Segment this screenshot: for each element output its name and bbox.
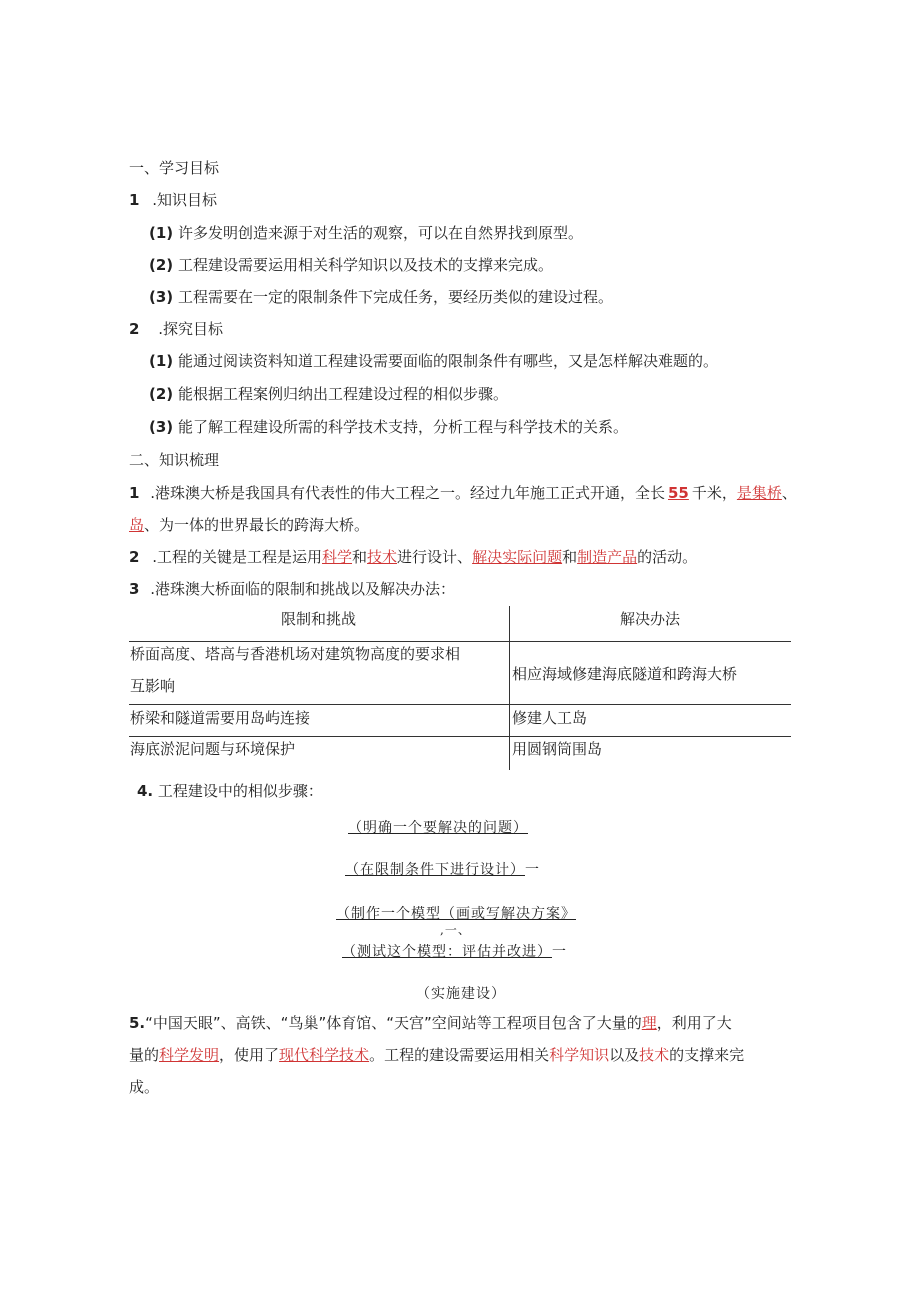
table-header-solution: 解决办法 (620, 610, 681, 628)
table-cell-challenge: 海底淤泥问题与环境保护 (130, 740, 296, 758)
paragraph-5-line-1 (129, 1013, 732, 1033)
flow-step-text: （测试这个模型：评估并改进） (342, 944, 552, 960)
paragraph-2 (129, 547, 697, 567)
answer-fill: 理 (641, 1014, 657, 1032)
paragraph-4 (137, 781, 323, 801)
paragraph-text: 以及 (609, 1046, 640, 1064)
item-number: (2) (149, 385, 174, 403)
table-divider (509, 606, 510, 770)
answer-fill: 岛 (129, 516, 145, 534)
answer-fill: 现代科学技术 (279, 1046, 370, 1064)
flow-arrow-mark: ,一、 (440, 923, 471, 937)
paragraph-1-line-1 (129, 483, 797, 503)
paragraph-text: “中国天眼”、高铁、“鸟巢”体育馆、“天宫”空间站等工程项目包含了大量的 (145, 1014, 642, 1032)
table-cell-challenge: 桥面高度、塔高与香港机场对建筑物高度的要求相 (130, 645, 461, 663)
heading-text: .探究目标 (158, 320, 223, 338)
answer-fill: 科学发明 (159, 1046, 220, 1064)
answer-fill: 科学 (322, 548, 353, 566)
flow-step-5: （实施建设） (416, 986, 506, 1002)
item-number: (3) (149, 418, 174, 436)
paragraph-number: 2 (129, 548, 140, 566)
section2-title: 二、知识梳理 (129, 451, 220, 469)
table-cell-challenge: 桥梁和隧道需要用岛屿连接 (130, 709, 311, 727)
table-cell-solution: 相应海域修建海底隧道和跨海大桥 (512, 665, 738, 683)
paragraph-5-line-2 (129, 1045, 744, 1065)
paragraph-text: 。工程的建设需要运用相关 (369, 1046, 550, 1064)
table-rule (129, 736, 791, 737)
table-cell-solution: 用圆钢筒围岛 (512, 740, 603, 758)
paragraph-number: 5. (129, 1014, 146, 1032)
table-cell-solution: 修建人工岛 (512, 709, 588, 727)
paragraph-1-line-2 (129, 515, 369, 535)
table-rule (129, 704, 791, 705)
knowledge-goal-item-2 (149, 255, 553, 275)
knowledge-goal-item-3 (149, 287, 613, 307)
flow-step-1: （明确一个要解决的问题） (348, 820, 528, 836)
flow-step-2 (345, 859, 540, 879)
item-number: (2) (149, 256, 174, 274)
paragraph-text: 千米， (691, 484, 737, 502)
answer-fill: 制造产品 (577, 548, 638, 566)
flow-step-3: （制作一个模型（画或写解决方案》 (336, 906, 576, 922)
item-number: (1) (149, 224, 174, 242)
flow-step-text: （在限制条件下进行设计） (345, 862, 525, 878)
inquiry-goal-item-2 (149, 384, 508, 404)
heading-number: 2 (129, 320, 140, 338)
paragraph-text: 和 (352, 548, 368, 566)
answer-fill: 技术 (639, 1046, 670, 1064)
paragraph-text: ，使用了 (219, 1046, 280, 1064)
bridge-length: 55 (668, 484, 689, 502)
item-text: 工程需要在一定的限制条件下完成任务，要经历类似的建设过程。 (177, 288, 613, 306)
answer-fill: 科学知识 (549, 1046, 610, 1064)
paragraph-text: .港珠澳大桥是我国具有代表性的伟大工程之一。经过九年施工正式开通，全长 (150, 484, 665, 502)
heading-number: 1 (129, 191, 140, 209)
paragraph-text: 和 (562, 548, 578, 566)
table-header-challenge: 限制和挑战 (281, 610, 357, 628)
paragraph-text: ，利用了大 (656, 1014, 732, 1032)
paragraph-text: 、 (781, 484, 797, 502)
paragraph-3 (129, 579, 455, 599)
table-cell-challenge: 互影响 (130, 677, 176, 695)
flow-arrow-mark: 一 (552, 944, 567, 960)
item-text: 能了解工程建设所需的科学技术支持，分析工程与科学技术的关系。 (177, 418, 628, 436)
heading-text: .知识目标 (152, 191, 217, 209)
inquiry-goal-item-1 (149, 351, 718, 371)
paragraph-text: 、为一体的世界最长的跨海大桥。 (144, 516, 370, 534)
answer-fill: 解决实际问题 (472, 548, 563, 566)
paragraph-number: 1 (129, 484, 140, 502)
item-number: (3) (149, 288, 174, 306)
paragraph-text: 的支撑来完 (669, 1046, 745, 1064)
table-rule (129, 641, 791, 642)
answer-fill: 是集桥 (736, 484, 782, 502)
paragraph-5-line-3: 成。 (129, 1078, 160, 1096)
item-text: 能根据工程案例归纳出工程建设过程的相似步骤。 (177, 385, 508, 403)
paragraph-text: .工程的关键是工程是运用 (152, 548, 322, 566)
section1-title: 一、学习目标 (129, 159, 220, 177)
paragraph-text: 进行设计、 (397, 548, 473, 566)
knowledge-goal-heading (129, 190, 217, 210)
knowledge-goal-item-1 (149, 223, 583, 243)
paragraph-number: 3 (129, 580, 140, 598)
item-number: (1) (149, 352, 174, 370)
answer-fill: 技术 (367, 548, 398, 566)
paragraph-number: 4. (137, 782, 154, 800)
item-text: 能通过阅读资料知道工程建设需要面临的限制条件有哪些，又是怎样解决难题的。 (177, 352, 718, 370)
paragraph-text: 工程建设中的相似步骤： (157, 782, 323, 800)
paragraph-text: 量的 (129, 1046, 160, 1064)
inquiry-goal-heading (129, 319, 223, 339)
item-text: 许多发明创造来源于对生活的观察，可以在自然界找到原型。 (177, 224, 583, 242)
paragraph-text: 的活动。 (637, 548, 698, 566)
inquiry-goal-item-3 (149, 417, 628, 437)
flow-arrow-mark: 一 (525, 862, 540, 878)
item-text: 工程建设需要运用相关科学知识以及技术的支撑来完成。 (177, 256, 553, 274)
flow-step-4 (342, 941, 567, 961)
paragraph-text: .港珠澳大桥面临的限制和挑战以及解决办法： (150, 580, 455, 598)
